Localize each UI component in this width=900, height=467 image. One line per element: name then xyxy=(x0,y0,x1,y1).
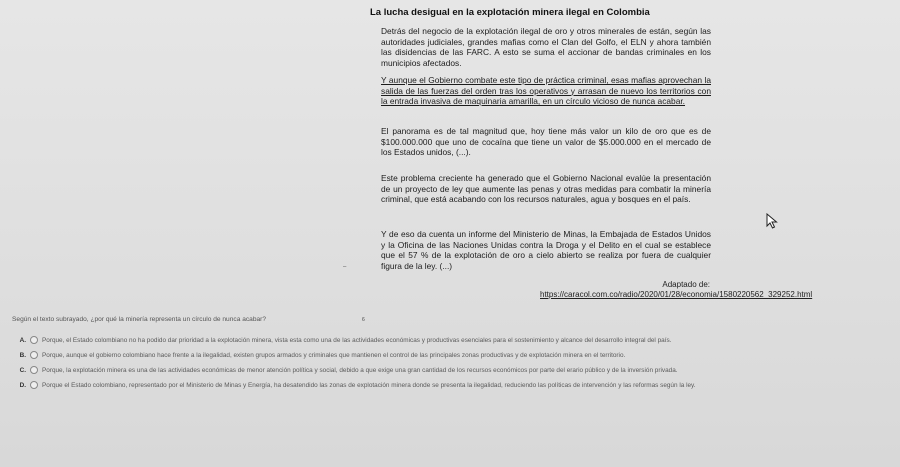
radio-button-b[interactable] xyxy=(30,351,38,359)
paragraph-1: Detrás del negocio de la explotación ilegal de oro y otros minerales de están, según las autoridades judiciales, grandes mafias como el Clan del Golfo, el ELN y ahora también las disidencias de las FARC. A esto se suma el accionar de bandas criminales en los municipios afectados. xyxy=(381,26,711,68)
option-c[interactable] xyxy=(16,366,896,374)
radio-button-c[interactable] xyxy=(30,366,38,374)
option-d[interactable] xyxy=(16,381,896,389)
mouse-pointer-icon xyxy=(766,213,778,234)
question-number: 6 xyxy=(362,317,365,323)
option-b[interactable] xyxy=(16,351,896,359)
question-text: Según el texto subrayado, ¿por qué la minería representa un círculo de nunca acabar? xyxy=(12,316,267,323)
article-title: La lucha desigual en la explotación minera ilegal en Colombia xyxy=(370,7,650,18)
source-credit xyxy=(540,280,813,300)
source-link[interactable]: https://caracol.com.co/radio/2020/01/28/economia/1580220562_329252.html xyxy=(540,290,813,299)
stray-mark-icon: – xyxy=(343,264,347,270)
paragraph-4: Este problema creciente ha generado que el Gobierno Nacional evalúe la presentación de un proyecto de ley que aumente las penas y otras medidas para combatir la minería criminal, que está acabando con los recursos naturales, agua y bosques en el país. xyxy=(381,173,711,205)
option-text: Porque, el Estado colombiano no ha podido dar prioridad a la explotación minera, vista esta como una de las actividades económicas y productivas esenciales para el sostenimiento y alcance del desarrollo integral del país. xyxy=(42,336,672,344)
radio-button-d[interactable] xyxy=(30,381,38,389)
radio-button-a[interactable] xyxy=(30,336,38,344)
paragraph-2-underlined: Y aunque el Gobierno combate este tipo de práctica criminal, esas mafias aprovechan la salida de las fuerzas del orden tras los operativos y arrasan de nuevo los territorios con la entrada invasiva de maquinaria amarilla, en un círculo vicioso de nunca acabar. xyxy=(381,75,711,107)
option-letter: A. xyxy=(19,336,26,344)
option-letter: D. xyxy=(19,381,26,389)
option-letter: C. xyxy=(19,366,26,374)
credit-label: Adaptado de: xyxy=(662,280,710,289)
option-text: Porque, aunque el gobierno colombiano hace frente a la ilegalidad, existen grupos armados y criminales que mantienen el control de las principales zonas productivas y de explotación minera en el territorio. xyxy=(42,351,626,359)
option-text: Porque el Estado colombiano, representado por el Ministerio de Minas y Energía, ha desatendido las zonas de explotación minera donde se presenta la ilegalidad, reduciendo las políticas de intervención y las reformas según la ley. xyxy=(42,381,696,389)
paragraph-5: Y de eso da cuenta un informe del Ministerio de Minas, la Embajada de Estados Unidos y la Oficina de las Naciones Unidas contra la Droga y el Delito en el cual se establece que el 57 % de la explotación de oro a cielo abierto se realiza por fuera de cualquier figura de la ley. (...) xyxy=(381,229,711,271)
option-letter: B. xyxy=(19,351,26,359)
option-a[interactable] xyxy=(16,336,896,344)
paragraph-3: El panorama es de tal magnitud que, hoy tiene más valor un kilo de oro que es de $100.000.000 que uno de cocaína que tiene un valor de $5.000.000 en el mercado de los Estados unidos, (...). xyxy=(381,126,711,158)
option-text: Porque, la explotación minera es una de las actividades económicas de menor atención política y social, debido a que exige una gran cantidad de los recursos económicos por parte del erario público y de la inversión privada. xyxy=(42,366,678,374)
